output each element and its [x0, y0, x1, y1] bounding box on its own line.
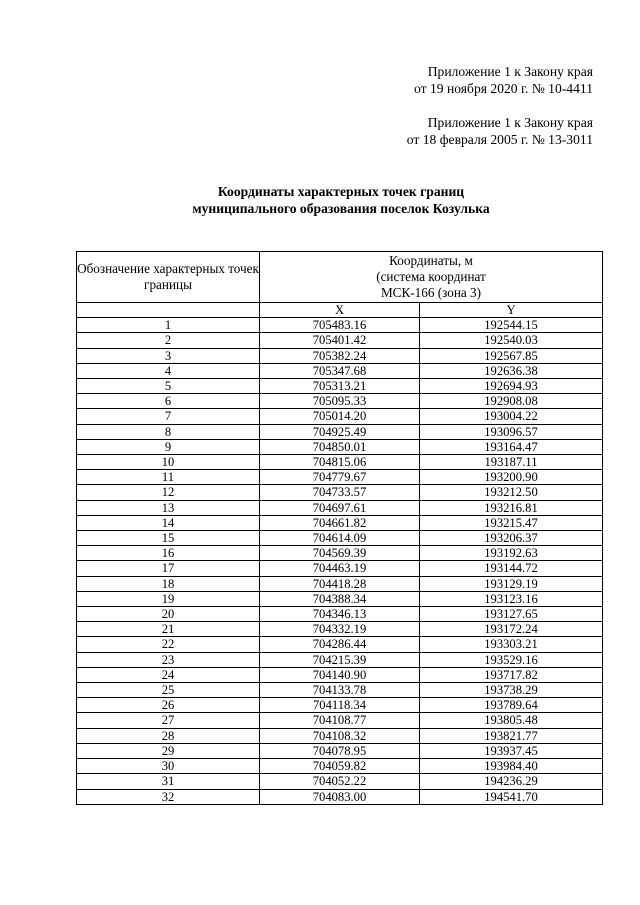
point-number-cell: 18: [77, 576, 260, 591]
x-coordinate-cell: 705095.33: [260, 394, 420, 409]
y-coordinate-cell: 193984.40: [420, 759, 603, 774]
y-coordinate-cell: 193821.77: [420, 728, 603, 743]
y-coordinate-cell: 193789.64: [420, 698, 603, 713]
table-row: [77, 379, 603, 394]
coordinates-header-line: МСК-166 (зона 3): [380, 285, 482, 300]
x-coordinate-cell: 704059.82: [260, 759, 420, 774]
x-coordinate-cell: 705313.21: [260, 379, 420, 394]
point-number-cell: 30: [77, 759, 260, 774]
y-coordinate-cell: 193004.22: [420, 409, 603, 424]
point-number-cell: 7: [77, 409, 260, 424]
empty-header-cell: [77, 303, 260, 318]
point-number-cell: 5: [77, 379, 260, 394]
point-number-cell: 29: [77, 743, 260, 758]
x-coordinate-cell: 705382.24: [260, 348, 420, 363]
x-coordinate-cell: 704332.19: [260, 622, 420, 637]
y-coordinate-cell: 192694.93: [420, 379, 603, 394]
table-row: [77, 424, 603, 439]
table-header-row: [77, 252, 603, 303]
table-row: [77, 743, 603, 758]
table-row: [77, 667, 603, 682]
x-coordinate-cell: 704850.01: [260, 439, 420, 454]
point-number-cell: 2: [77, 333, 260, 348]
table-row: [77, 637, 603, 652]
y-coordinate-cell: 193096.57: [420, 424, 603, 439]
point-number-cell: 24: [77, 667, 260, 682]
point-number-cell: 28: [77, 728, 260, 743]
table-row: [77, 576, 603, 591]
y-column-header: Y: [420, 303, 603, 318]
point-number-cell: 13: [77, 500, 260, 515]
x-coordinate-cell: 705401.42: [260, 333, 420, 348]
y-coordinate-cell: 193123.16: [420, 591, 603, 606]
appendix-note-2020: [414, 63, 593, 97]
table-row: [77, 531, 603, 546]
x-coordinate-cell: 704614.09: [260, 531, 420, 546]
x-coordinate-cell: 704286.44: [260, 637, 420, 652]
coordinates-table: [76, 251, 603, 805]
y-coordinate-cell: 193216.81: [420, 500, 603, 515]
point-number-cell: 14: [77, 515, 260, 530]
table-row: [77, 789, 603, 804]
table-row: [77, 774, 603, 789]
x-coordinate-cell: 704215.39: [260, 652, 420, 667]
x-coordinate-cell: 704569.39: [260, 546, 420, 561]
document-title: [0, 183, 640, 217]
point-column-header: Обозначение характерных точек границы: [77, 252, 260, 303]
x-coordinate-cell: 704733.57: [260, 485, 420, 500]
y-coordinate-cell: 193144.72: [420, 561, 603, 576]
table-row: [77, 591, 603, 606]
coordinates-header-line: Координаты, м: [389, 253, 473, 268]
table-row: [77, 652, 603, 667]
point-number-cell: 19: [77, 591, 260, 606]
y-coordinate-cell: 192567.85: [420, 348, 603, 363]
y-coordinate-cell: 193206.37: [420, 531, 603, 546]
table-row: [77, 713, 603, 728]
coordinates-table-body: [77, 318, 603, 805]
x-coordinate-cell: 704661.82: [260, 515, 420, 530]
table-row: [77, 683, 603, 698]
point-number-cell: 16: [77, 546, 260, 561]
point-number-cell: 26: [77, 698, 260, 713]
point-number-cell: 31: [77, 774, 260, 789]
point-number-cell: 20: [77, 607, 260, 622]
x-coordinate-cell: 705483.16: [260, 318, 420, 333]
table-row: [77, 728, 603, 743]
table-row: [77, 439, 603, 454]
point-number-cell: 12: [77, 485, 260, 500]
y-coordinate-cell: 193172.24: [420, 622, 603, 637]
y-coordinate-cell: 193215.47: [420, 515, 603, 530]
x-coordinate-cell: 704052.22: [260, 774, 420, 789]
table-row: [77, 698, 603, 713]
table-row: [77, 485, 603, 500]
point-number-cell: 17: [77, 561, 260, 576]
y-coordinate-cell: 193212.50: [420, 485, 603, 500]
x-coordinate-cell: 704140.90: [260, 667, 420, 682]
table-row: [77, 622, 603, 637]
table-row: [77, 546, 603, 561]
point-number-cell: 4: [77, 363, 260, 378]
appendix-note-line: от 19 ноября 2020 г. № 10-4411: [414, 81, 593, 96]
y-coordinate-cell: 192540.03: [420, 333, 603, 348]
appendix-note-line: от 18 февраля 2005 г. № 13-3011: [406, 132, 593, 147]
x-coordinate-cell: 704108.32: [260, 728, 420, 743]
point-number-cell: 15: [77, 531, 260, 546]
table-row: [77, 607, 603, 622]
point-number-cell: 23: [77, 652, 260, 667]
x-coordinate-cell: 704118.34: [260, 698, 420, 713]
point-number-cell: 1: [77, 318, 260, 333]
point-number-cell: 32: [77, 789, 260, 804]
table-row: [77, 394, 603, 409]
table-row: [77, 759, 603, 774]
x-coordinate-cell: 705014.20: [260, 409, 420, 424]
x-column-header: X: [260, 303, 420, 318]
point-number-cell: 8: [77, 424, 260, 439]
y-coordinate-cell: 194541.70: [420, 789, 603, 804]
x-coordinate-cell: 704925.49: [260, 424, 420, 439]
point-number-cell: 10: [77, 455, 260, 470]
point-number-cell: 11: [77, 470, 260, 485]
y-coordinate-cell: 193717.82: [420, 667, 603, 682]
coordinates-column-header: [260, 252, 603, 303]
x-coordinate-cell: 704078.95: [260, 743, 420, 758]
x-coordinate-cell: 704388.34: [260, 591, 420, 606]
point-number-cell: 27: [77, 713, 260, 728]
x-coordinate-cell: 704418.28: [260, 576, 420, 591]
x-coordinate-cell: 704815.06: [260, 455, 420, 470]
y-coordinate-cell: 193738.29: [420, 683, 603, 698]
y-coordinate-cell: 193529.16: [420, 652, 603, 667]
point-number-cell: 3: [77, 348, 260, 363]
point-number-cell: 25: [77, 683, 260, 698]
y-coordinate-cell: 192908.08: [420, 394, 603, 409]
x-coordinate-cell: 704083.00: [260, 789, 420, 804]
x-coordinate-cell: 704133.78: [260, 683, 420, 698]
y-coordinate-cell: 193129.19: [420, 576, 603, 591]
x-coordinate-cell: 705347.68: [260, 363, 420, 378]
coordinates-header-line: (система координат: [376, 269, 486, 284]
point-number-cell: 22: [77, 637, 260, 652]
table-row: [77, 561, 603, 576]
y-coordinate-cell: 193805.48: [420, 713, 603, 728]
document-title-line: муниципального образования поселок Козулька: [192, 201, 490, 216]
y-coordinate-cell: 193937.45: [420, 743, 603, 758]
point-number-cell: 6: [77, 394, 260, 409]
y-coordinate-cell: 193200.90: [420, 470, 603, 485]
table-row: [77, 409, 603, 424]
y-coordinate-cell: 193187.11: [420, 455, 603, 470]
point-number-cell: 21: [77, 622, 260, 637]
table-row: [77, 515, 603, 530]
table-row: [77, 455, 603, 470]
x-coordinate-cell: 704779.67: [260, 470, 420, 485]
x-coordinate-cell: 704697.61: [260, 500, 420, 515]
point-number-cell: 9: [77, 439, 260, 454]
table-row: [77, 348, 603, 363]
y-coordinate-cell: 192544.15: [420, 318, 603, 333]
appendix-note-2005: [407, 114, 593, 148]
x-coordinate-cell: 704463.19: [260, 561, 420, 576]
table-row: [77, 500, 603, 515]
document-title-line: Координаты характерных точек границ: [217, 184, 465, 199]
y-coordinate-cell: 192636.38: [420, 363, 603, 378]
appendix-note-line: Приложение 1 к Закону края: [427, 115, 593, 130]
y-coordinate-cell: 193127.65: [420, 607, 603, 622]
table-row: [77, 318, 603, 333]
table-row: [77, 363, 603, 378]
y-coordinate-cell: 193164.47: [420, 439, 603, 454]
table-row: [77, 333, 603, 348]
x-coordinate-cell: 704108.77: [260, 713, 420, 728]
table-axis-row: [77, 303, 603, 318]
y-coordinate-cell: 193303.21: [420, 637, 603, 652]
y-coordinate-cell: 194236.29: [420, 774, 603, 789]
appendix-note-line: Приложение 1 к Закону края: [427, 64, 593, 79]
table-row: [77, 470, 603, 485]
x-coordinate-cell: 704346.13: [260, 607, 420, 622]
y-coordinate-cell: 193192.63: [420, 546, 603, 561]
